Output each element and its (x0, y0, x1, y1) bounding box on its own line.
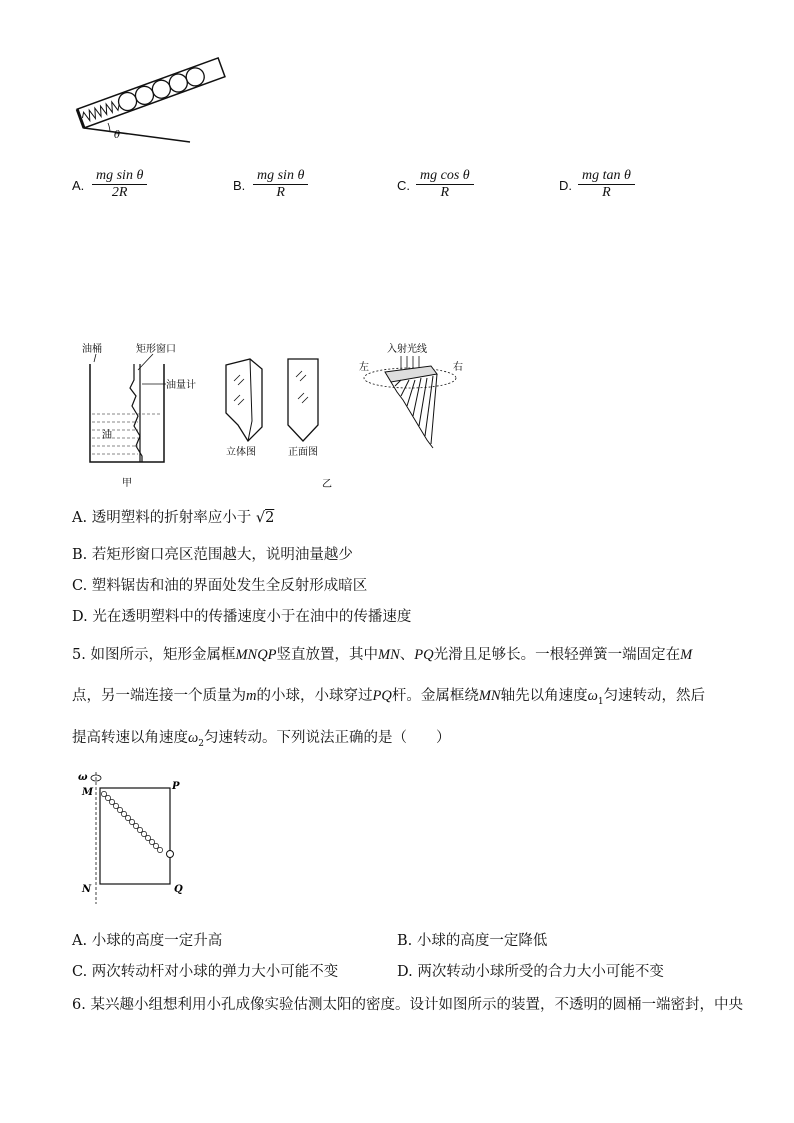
gauge-structure-figure (218, 355, 348, 490)
q5-stem-line-2: 点，另一端连接一个质量为m的小球，小球穿过PQ杆。金属框绕MN轴先以角速度$\omega_1$匀速转动，然后 (72, 688, 706, 707)
right-label: 右 (453, 362, 463, 373)
q3-option-a-den: 2R (111, 185, 128, 200)
q6-stem-line-1: 6. 某兴趣小组想利用小孔成像实验估测太阳的密度。设计如图所示的装置，不透明的圆桶一端密封，中央 (72, 997, 743, 1013)
figure-yi-label: 乙 (322, 479, 332, 490)
q4-option-a-text: A. 透明塑料的折射率应小于 (72, 510, 252, 526)
q5-option-d: D. 两次转动小球所受的合力大小可能不变 (397, 964, 664, 980)
q3-option-d-den: R (602, 185, 611, 200)
oil-barrel-label: 油桶 (82, 344, 102, 355)
q3-option-d-label: D. (559, 178, 572, 193)
q3-option-a-fraction (92, 168, 147, 201)
q4-option-c: C. 塑料锯齿和油的界面处发生全反射形成暗区 (72, 578, 368, 594)
q3-option-d-num: mg tan θ (578, 168, 635, 185)
q3-option-b-fraction (253, 168, 308, 201)
sqrt-radicand: 2 (265, 510, 275, 526)
rect-window-label: 矩形窗口 (136, 344, 176, 355)
spring (101, 791, 162, 852)
incident-light-label: 入射光线 (387, 344, 427, 355)
q3-option-c-num: mg cos θ (416, 168, 474, 185)
view-3d-label: 立体图 (226, 447, 256, 458)
omega-label: ω (78, 772, 88, 783)
q5-stem-line-1: 5. 如图所示，矩形金属框MNQP竖直放置，其中MN、PQ光滑且足够长。一根轻弹簧一端固定在M (72, 647, 693, 663)
point-m-label: M (82, 787, 94, 798)
q5-option-c: C. 两次转动杆对小球的弹力大小可能不变 (72, 964, 339, 980)
q3-option-b-den: R (276, 185, 285, 200)
q3-option-a-num: mg sin θ (92, 168, 147, 185)
point-p-label: P (172, 781, 180, 792)
figure-jia-label: 甲 (122, 478, 132, 489)
point-n-label: N (82, 884, 92, 895)
left-label: 左 (359, 362, 369, 373)
incline-figure (80, 80, 230, 150)
q3-option-c-den: R (440, 185, 450, 200)
q4-option-a (72, 508, 274, 528)
ball (167, 851, 174, 858)
q5-option-b: B. 小球的高度一定降低 (397, 933, 548, 949)
oil-gauge-label: 油量计 (166, 380, 196, 391)
theta-label: θ (114, 130, 121, 141)
oil-barrel-figure (78, 340, 196, 490)
q5-stem-line-3: 提高转速以角速度$\omega_2$匀速转动。下列说法正确的是（ ） (72, 730, 451, 749)
metal-frame-figure (76, 768, 196, 908)
q4-option-d: D. 光在透明塑料中的传播速度小于在油中的传播速度 (72, 609, 412, 625)
q3-option-b-num: mg sin θ (253, 168, 308, 185)
incident-light-figure (355, 340, 475, 460)
oil-label: 油 (102, 430, 112, 441)
q4-option-b: B. 若矩形窗口亮区范围越大，说明油量越少 (72, 547, 353, 563)
q3-option-b-label: B. (233, 178, 246, 193)
q3-option-a-label: A. (72, 178, 85, 193)
view-front-label: 正面图 (288, 447, 318, 458)
point-q-label: Q (174, 884, 183, 895)
q3-option-c-fraction (416, 168, 474, 201)
q3-option-d-fraction (578, 168, 635, 201)
q5-option-a: A. 小球的高度一定升高 (72, 933, 223, 949)
q3-option-c-label: C. (397, 178, 410, 193)
sqrt-symbol: √2 (255, 510, 275, 526)
